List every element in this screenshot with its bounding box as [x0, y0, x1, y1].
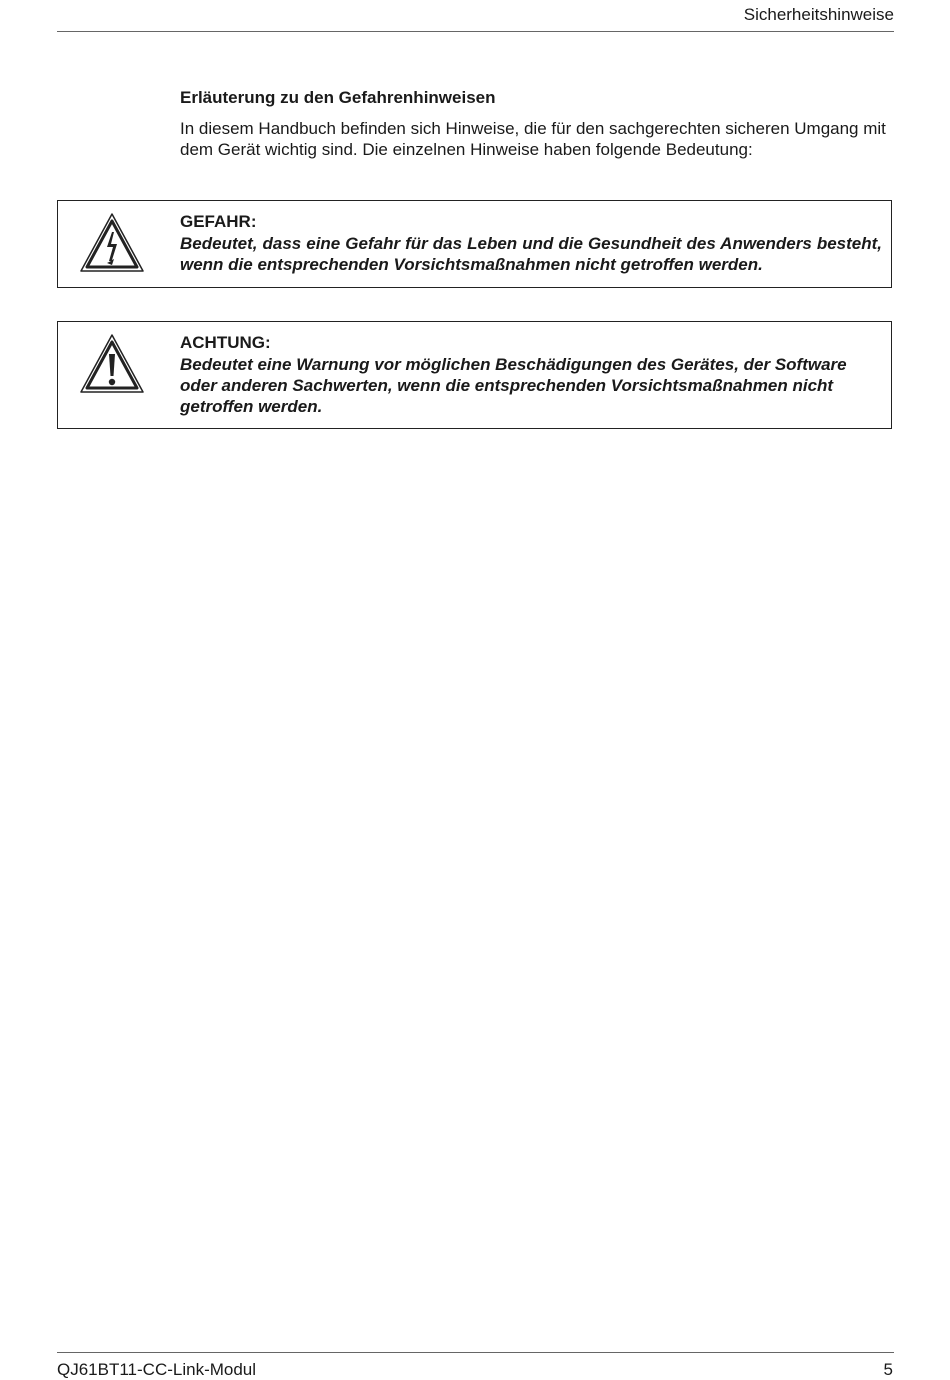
electric-hazard-icon [78, 211, 146, 275]
running-header-title: Sicherheitshinweise [743, 5, 894, 24]
caution-notice-text: Bedeutet eine Warnung vor möglichen Beschädigungen des Gerätes, der Software oder anderen Sachwerten, wenn die entsprechenden Vorsichtsmaßnahmen nicht getroffen werden. [180, 355, 847, 416]
caution-notice-box [57, 321, 892, 429]
warning-exclamation-icon [78, 332, 146, 396]
danger-notice-title: GEFAHR: [180, 212, 257, 231]
footer-rule [57, 1352, 894, 1353]
footer-document-title: QJ61BT11-CC-Link-Modul [57, 1360, 257, 1379]
section-heading: Erläuterung zu den Gefahrenhinweisen [180, 88, 496, 107]
page-number: 5 [883, 1360, 893, 1379]
intro-paragraph: In diesem Handbuch befinden sich Hinweise, die für den sachgerechten sicheren Umgang mit dem Gerät wichtig sind. Die einzelnen Hinweise haben folgende Bedeutung: [180, 119, 886, 159]
danger-notice-text: Bedeutet, dass eine Gefahr für das Leben und die Gesundheit des Anwenders besteht, wenn die entsprechenden Vorsichtsmaßnahmen nicht getroffen werden. [180, 234, 882, 274]
header-rule [57, 31, 894, 32]
caution-notice-title: ACHTUNG: [180, 333, 271, 352]
danger-notice-box [57, 200, 892, 288]
